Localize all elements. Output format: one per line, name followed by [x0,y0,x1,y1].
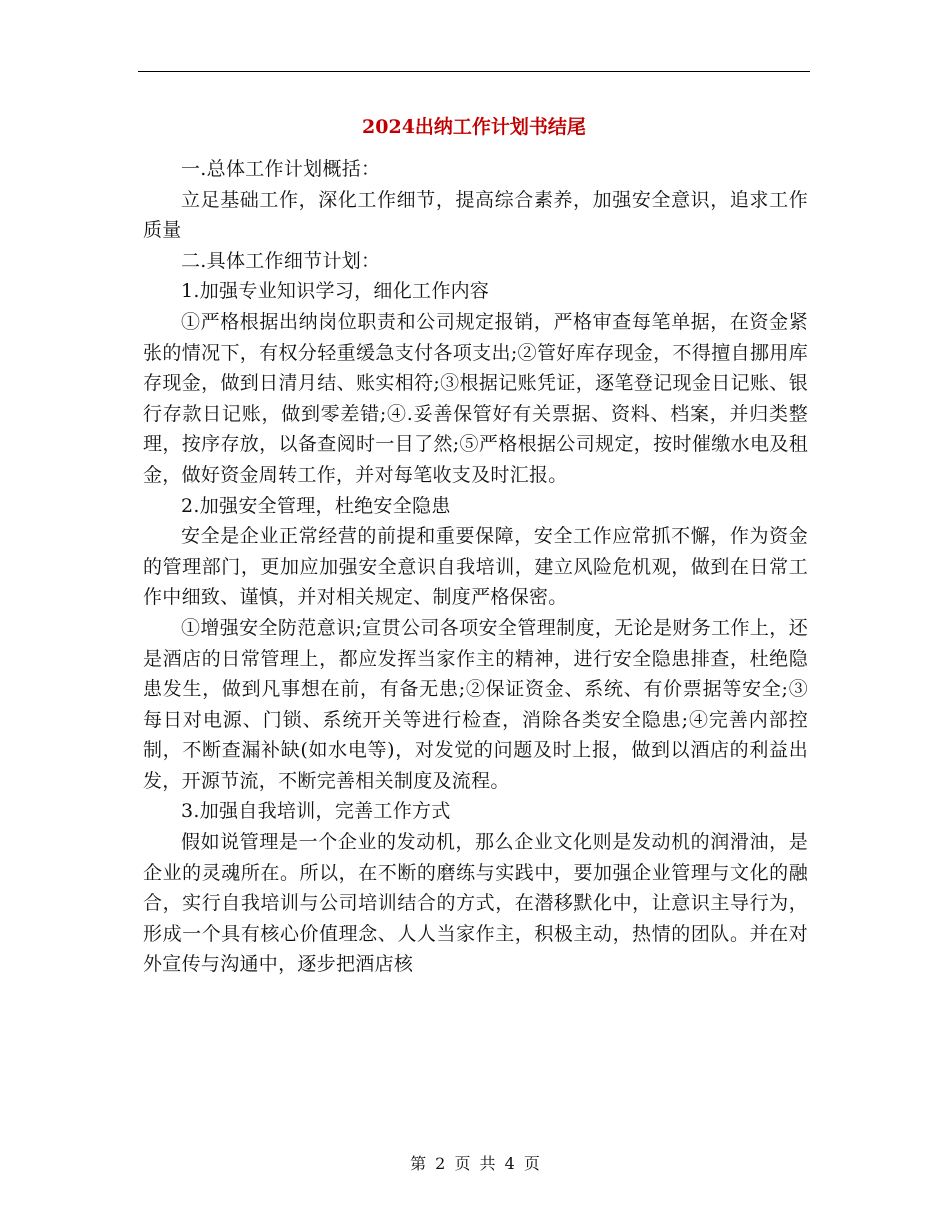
subheading-knowledge: 1.加强专业知识学习，细化工作内容 [181,280,490,303]
subheading-training: 3.加强自我培训，完善工作方式 [181,800,451,823]
safety-paragraph: 安全是企业正常经营的前提和重要保障，安全工作应常抓不懈，作为资金的管理部门，更加应加强安全意识自我培训，建立风险危机观，做到在日常工作中细致、谨慎，并对相关规定、制度严格保密。 [143,525,808,609]
subheading-safety: 2.加强安全管理，杜绝安全隐患 [181,494,451,517]
overview-paragraph: 立足基础工作，深化工作细节，提高综合素养，加强安全意识，追求工作质量 [143,188,808,242]
header-rule [138,71,810,72]
training-paragraph: 假如说管理是一个企业的发动机，那么企业文化则是发动机的润滑油，是企业的灵魂所在。所以，在不断的磨练与实践中，要加强企业管理与文化的融合，实行自我培训与公司培训结合的方式，在潜移默化中，让意识主导行为，形成一个具有核心价值理念、人人当家作主，积极主动，热情的团队。并在对外宣传与沟通中，逐步把酒店核 [143,831,808,976]
document-body [143,154,808,980]
section-heading-details: 二.具体工作细节计划： [181,249,381,272]
page-title: 2024出纳工作计划书结尾 [362,116,586,138]
safety-measures-paragraph: ①增强安全防范意识;宣贯公司各项安全管理制度，无论是财务工作上，还是酒店的日常管理上，都应发挥当家作主的精神，进行安全隐患排查，杜绝隐患发生，做到凡事想在前，有备无患;②保证资金、系统、有价票据等安全;③每日对电源、门锁、系统开关等进行检查，消除各类安全隐患;④完善内部控制，不断查漏补缺(如水电等)，对发觉的问题及时上报，做到以酒店的利益出发，开源节流，不断完善相关制度及流程。 [143,616,808,792]
page-number-footer: 第 2 页 共 4 页 [410,1154,540,1173]
knowledge-paragraph: ①严格根据出纳岗位职责和公司规定报销，严格审查每笔单据，在资金紧张的情况下，有权分轻重缓急支付各项支出;②管好库存现金，不得擅自挪用库存现金，做到日清月结、账实相符;③根据记账凭证，逐笔登记现金日记账、银行存款日记账，做到零差错;④.妥善保管好有关票据、资料、档案，并归类整理，按序存放，以备查阅时一目了然;⑤严格根据公司规定，按时催缴水电及租金，做好资金周转工作，并对每笔收支及时汇报。 [143,310,808,486]
section-heading-overview: 一.总体工作计划概括： [181,158,381,180]
